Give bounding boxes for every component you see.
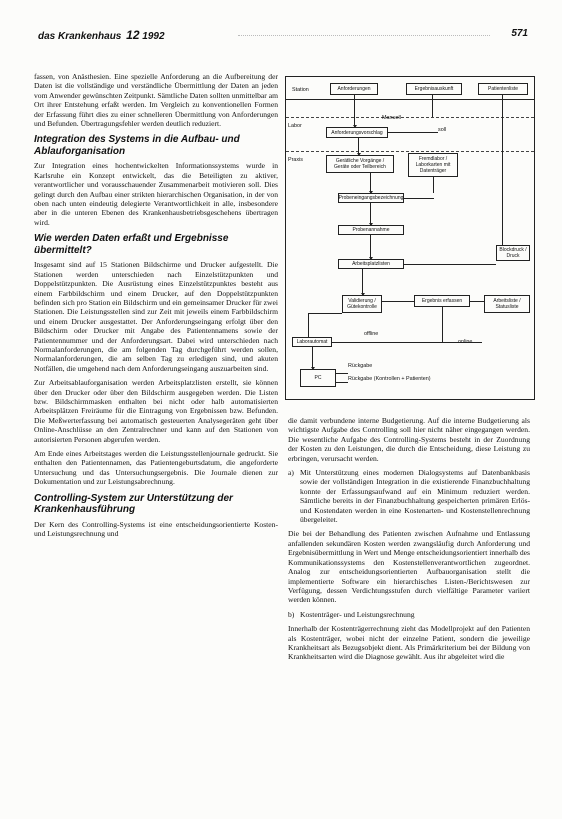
box-laborautomat: Laborautomat [292, 337, 332, 347]
left-column [34, 72, 278, 543]
label-rueckgabe-kontrollen: Rückgabe (Kontrollen + Patienten) [348, 376, 431, 382]
flow-line [470, 301, 484, 302]
list-text: Mit Unterstützung eines modernen Dialogsystems auf Datenbankbasis sowie der vollständigen Integration in die existierende Finanzbuchhaltung konnte der Erfassungsaufwand auf ein Minimum reduziert werden. Sämtliche bereits in der Finanzbuchhaltung gespeicherten primären Erlös- und Kostendaten werden in eine Kostenarten- und Kostenstellenrechnung übergeleitet. [300, 468, 530, 525]
box-ergebnisauskunft: Ergebnisauskunft [406, 83, 462, 95]
label-offline: offline [364, 331, 379, 337]
flow-line [432, 95, 433, 117]
running-head [38, 28, 165, 42]
box-validierung: Validierung / Gütekontrolle [342, 295, 382, 313]
paragraph: Am Ende eines Arbeitstages werden die Leistungsstellenjournale gedruckt. Sie enthalten den Patientennamen, das Patientengeburtsdatum, die angeforderte Untersuchung und das Untersuchungsergebnis. Die Journale dienen zur Dokumentation und zur Leistungsabrechnung. [34, 449, 278, 487]
paragraph: Zur Arbeitsablauforganisation werden Arbeitsplatzlisten erstellt, sie können über den Drucker oder über den Bildschirm ausgegeben werden. Die Listen bzw. Bildschirmmasken enthalten bei nicht oder halb automatisierten Arbeitsplätzen Freiräume für die Eintragung von Ergebnissen bzw. Befunden. Die Meßwerterfassung bei automatisch gesteuerten Analysegeräten geht über Online-Anschlüsse an den Zentralrechner und kann auf den Stationen von autorisierten Personen abgerufen werden. [34, 378, 278, 444]
label-online: online [458, 339, 473, 345]
divider-line [286, 117, 534, 118]
flow-line [404, 264, 496, 265]
issue-year: 1992 [142, 31, 165, 42]
right-column [288, 416, 530, 667]
box-anforderungsvorschlag: Anforderungsvorschlag [326, 127, 388, 138]
flow-arrow [370, 173, 371, 193]
label-manuell: Manuell [382, 115, 401, 121]
flow-line [336, 382, 348, 383]
paragraph: Innerhalb der Kostenträgerrechnung zieht das Modellprojekt auf den Patienten als Kostenträger, wobei nicht der einzelne Patient, sondern die jeweilige Krankheitsart als Bezugsobjekt dient. Als Primärkriterium bei der Bildung von Krankheitsarten wird die Diagnose gewählt. Aus ihr abgeleitet wird die [288, 624, 530, 662]
flow-arrow [362, 269, 363, 295]
box-arbeitsliste: Arbeitsliste / Statusliste [484, 295, 530, 313]
divider-line [286, 99, 534, 100]
box-probenannahme: Probenannahme [338, 225, 404, 235]
header-rule [238, 35, 490, 36]
flow-line [308, 313, 309, 337]
divider-line [286, 151, 534, 152]
list-heading: Kostenträger- und Leistungsrechnung [300, 609, 415, 619]
flow-line [442, 307, 443, 342]
label-soll: soll [438, 127, 447, 133]
box-geraetliche-vorgaenge: Gerätliche Vorgänge / Geräte oder Teilbereich [326, 155, 394, 173]
flow-line [308, 313, 342, 314]
section-heading: Wie werden Daten erfaßt und Ergebnisse übermittelt? [34, 233, 229, 256]
list-marker: a) [288, 468, 294, 478]
workflow-diagram [285, 76, 535, 400]
flow-line [404, 198, 434, 199]
journal-name: das Krankenhaus [38, 31, 122, 42]
list-item-b [288, 610, 530, 619]
paragraph: Der Kern des Controlling-Systems ist eine entscheidungsorientierte Kosten- und Leistungsrechnung und [34, 519, 278, 539]
flow-arrow [312, 347, 313, 369]
paragraph: die damit verbundene interne Budgetierung. Auf die interne Budgetierung als wichtigste Aufgabe des Controlling soll hier nicht näher eingegangen werden. Die wesentliche Aufgabe des Controlling-Systems besteht in der Zuordnung der Kosten zu den Leistungen, die durch die Entscheidung, diese Leistung zu erbringen, verursacht werden. [288, 416, 530, 463]
flow-line [382, 301, 414, 302]
paragraph: Insgesamt sind auf 15 Stationen Bildschirme und Drucker aufgestellt. Die Stationen werden unterschieden nach Einzelstützpunkten und Doppelstützpunkten. Die Ausrüstung eines Einzelstützpunktes besteht aus einem Farbbildschirm und einem Drucker, auf den Doppelstützpunkten befinden sich pro Station ein Bildschirm und ein gemeinsamer Drucker für zwei Stationen. Die Leistungsstellen sind zur Zeit mit jeweils einem Farbbildschirm und einem Drucker ausgestattet. Der Anforderungseingang erfolgt über den Bildschirm oder Drucker mit Angabe des Patientennamens sowie der Patientennummer und der Anforderungsart. Dabei wird unterschieden nach Normalanforderungen, die am folgenden Tag durchgeführt werden sollen, Normalanforderungen, die am selben Tag zu erledigen sind, und akuten Notfällen, die umgehend nach dem Anforderungseingang auszuarbeiten sind. [34, 260, 278, 373]
row-label-station: Station [292, 87, 309, 93]
box-pc: PC [300, 369, 336, 387]
paragraph: fassen, von Anästhesien. Eine spezielle Anforderung an die Aufbereitung der Daten ist die vollständige und verständliche Übermittlung der Daten an jeden vom Anwender gewünschten Zeitpunkt. Sämtliche Daten sollten unmittelbar am Ort ihrer Entstehung erfaßt werden. Im Vergleich zu konventionellen Formen der Erfassung führt dies zu einer schnelleren Übermittlung von Anforderungen und Befunden. Übertragungsfehler werden deutlich reduziert. [34, 72, 278, 129]
section-heading: Integration des Systems in die Aufbau- und Ablauforganisation [34, 134, 240, 157]
list-item-a [288, 468, 530, 524]
flow-arrow [354, 95, 355, 127]
flow-line [502, 95, 503, 245]
list-marker: b) [288, 609, 295, 619]
paragraph: Zur Integration eines hochentwickelten Informationssystems wurde in Karlsruhe ein Konzept entwickelt, das die Beteiligten zu aktiver, verantwortlicher und vorausschauender Zusammenarbeit motivieren soll. Dies gelingt durch den Aufbau einer strikten hierarchischen Organisation, in der von oben nach unten eindeutig delegierte Verantwortlichkeit in alle, insbesondere aber in die unteren Ebenen des Krankenhausbetriebsgeschehens übertragen wird. [34, 161, 278, 227]
flow-line [332, 342, 482, 343]
flow-arrow [370, 235, 371, 259]
flow-arrow [358, 138, 359, 155]
section-heading: Controlling-System zur Unterstützung der Krankenhausführung [34, 492, 233, 516]
box-patientenliste: Patientenliste [478, 83, 528, 95]
box-fremdlabor: Fremdlabor / Laborkarten mit Datenträger [408, 153, 458, 177]
flow-line [433, 177, 434, 193]
paragraph: Die bei der Behandlung des Patienten zwischen Aufnahme und Entlassung anfallenden sekundären Kosten werden zwangsläufig durch Anforderung und Ergebnisübermittlung in Wert und Menge entscheidungsorientiert innerhalb des Kommunikationssystems den Kostenstellenverantwortlichen zugeordnet. Analog zur entscheidungsorientierten Aufbauorganisation stellt die implementierte Software ein hierarchisches Listen-/Berichtswesen zur Verfügung, dessen Verdichtungsstufen durch vielfältige Parameter variiert werden können. [288, 529, 530, 605]
issue-number: 12 [126, 28, 140, 42]
row-label-labor: Labor [288, 123, 302, 129]
box-arbeitsplatzlisten: Arbeitsplatzlisten [338, 259, 404, 269]
box-probeneingang: Probeneingangsbezeichnung [338, 195, 404, 201]
page-number: 571 [511, 28, 528, 39]
flow-line [336, 373, 348, 374]
box-anforderungen: Anforderungen [330, 83, 378, 95]
flow-line [388, 132, 438, 133]
label-rueckgabe: Rückgabe [348, 363, 373, 369]
flow-arrow [370, 203, 371, 225]
box-ergebnis-erfassen: Ergebnis erfassen [414, 295, 470, 307]
row-label-praxis: Praxis [288, 157, 303, 163]
page-header [38, 28, 528, 42]
box-blockdruck: Blockdruck / Druck [496, 245, 530, 261]
